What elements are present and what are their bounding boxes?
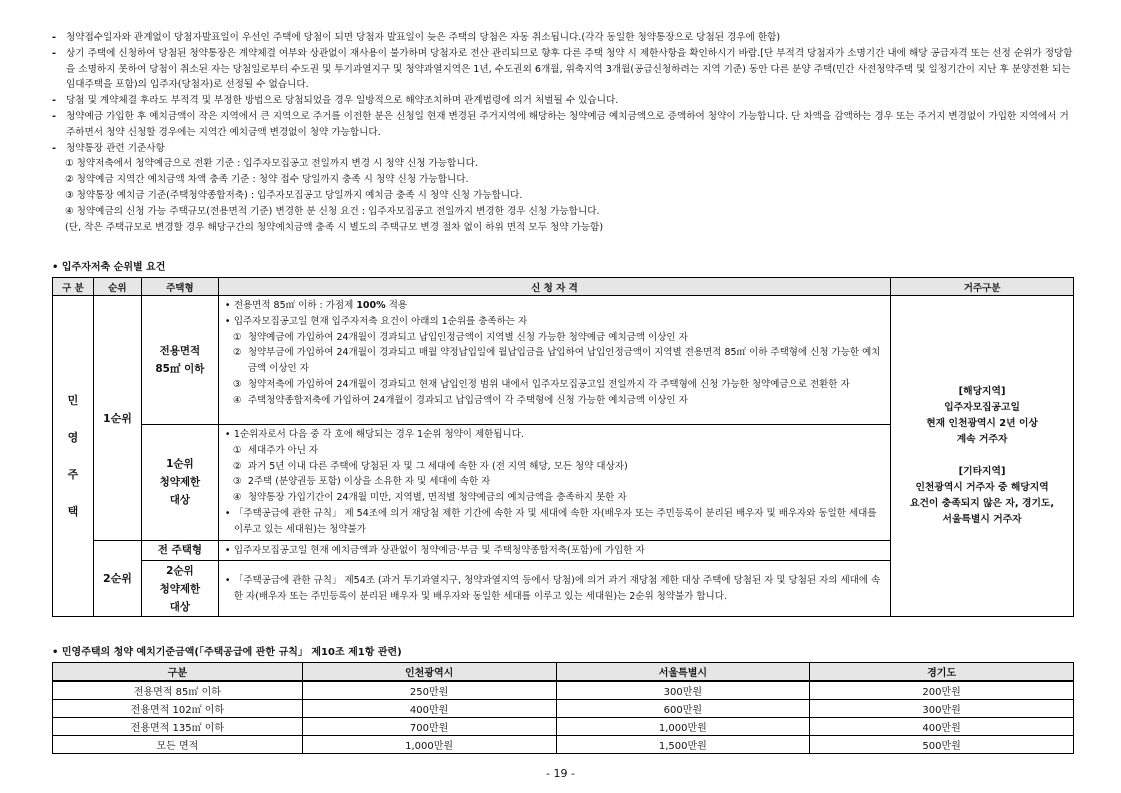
page-number: - 19 - xyxy=(546,767,575,780)
category-private-housing: 민 영 주 택 xyxy=(53,296,94,617)
type-85-or-less: 전용면적 85㎡ 이하 xyxy=(141,296,218,425)
note-item: - 청약접수일자와 관계없이 당첨자발표일이 우선인 주택에 당첨이 되면 당첨자 발표일이 늦은 주택의 당첨은 자동 취소됩니다.(각각 동일한 청약통장으로 당첨된 경우에 한함) xyxy=(52,32,781,43)
table-row: 모든 면적 1,000만원 1,500만원 500만원 xyxy=(53,736,1074,754)
eligibility-all: • 입주자모집공고일 현재 예치금액과 상관없이 청약예금·부금 및 주택청약종합저축(포함)에 가입한 자 xyxy=(218,540,890,561)
residence-classification: [해당지역] 입주자모집공고일 현재 인천광역시 2년 이상 계속 거주자 [기타지역] 인천광역시 거주자 중 해당지역 요건이 충족되지 않은 자, 경기도, 서울특별시 거주자 xyxy=(891,296,1074,617)
header-area: 구분 xyxy=(53,663,303,682)
bankbook-rule: ② 청약예금 지역간 예치금액 차액 충족 기준 : 청약 접수 당일까지 충족 시 청약 신청 가능합니다. xyxy=(65,174,469,186)
note-item: - 청약예금 가입한 후 예치금액이 작은 지역에서 큰 지역으로 주거를 이전한 분은 신청일 현재 변경된 주거지역에 해당하는 청약예금 예치금액으로 증액하여 청약이 가능합니다. 단 차액을 감액하는 경우 또는 주거지 변경없이 가입한 지역에서 거주하면서 청약 신청할 경우에는 지역간 예치금액 변경없이 청약 가능합니다. xyxy=(52,110,1069,138)
bankbook-rule: (단, 작은 주택규모로 변경할 경우 해당구간의 청약예치금액 충족 시 별도의 주택규모 변경 절차 없이 하위 면적 모두 청약 가능함) xyxy=(65,221,604,233)
bankbook-rule: ③ 청약통장 예치금 기준(주택청약종합저축) : 입주자모집공고 당일까지 예치금 충족 시 청약 신청 가능합니다. xyxy=(65,189,523,201)
header-gyeonggi: 경기도 xyxy=(810,663,1074,682)
eligibility-rank2-restriction: • 「주택공급에 관한 규칙」 제54조 (과거 투기과열지구, 청약과열지역 등에서 당첨)에 의거 과거 재당첨 제한 대상 주택에 당첨된 자 및 당첨된 자의 세대에 속한 자(배우자 또는 주민등록이 분리된 배우자 및 배우자와 동일한 세대를 이루고 있는 세대원)는 2순위 청약불가 합니다. xyxy=(218,561,890,617)
table-row: 전용면적 102㎡ 이하 400만원 600만원 300만원 xyxy=(53,700,1074,718)
table-row: 전용면적 85㎡ 이하 250만원 300만원 200만원 xyxy=(53,681,1074,700)
header-eligibility: 신 청 자 격 xyxy=(218,278,890,296)
header-residence: 거주구분 xyxy=(891,278,1074,296)
eligibility-rank1-restriction: • 1순위자로서 다음 중 각 호에 해당되는 경우 1순위 청약이 제한됩니다. ① 세대주가 아닌 자 ② 과거 5년 이내 다른 주택에 당첨된 자 및 그 세대에 속한 자 (전 지역 해당, 모든 청약 대상자) ③ 2주택 (분양권등 포함) 이상을 소유한 자 및 세대에 속한 자 ④ 청약통장 가입기간이 24개월 미만, 지역별, 면적별 청약예금의 예치금액을 충족하지 못한 자 • 「주택공급에 관한 규칙」 제 54조에 의거 재당첨 제한 기간에 속한 자 및 세대에 속한 자(배우자 또는 주민등록이 분리된 배우자 및 배우자와 동일한 세대를 이루고 있는 세대원)는 청약불가 xyxy=(218,425,890,541)
header-housing-type: 주택형 xyxy=(141,278,218,296)
type-rank2-restriction: 2순위 청약제한 대상 xyxy=(141,561,218,617)
type-rank1-restriction: 1순위 청약제한 대상 xyxy=(141,425,218,541)
section-title-savings-requirements: • 입주자저축 순위별 요건 xyxy=(52,262,166,273)
rank-1: 1순위 xyxy=(93,296,141,541)
header-category: 구 분 xyxy=(53,278,94,296)
table-row xyxy=(53,296,1074,425)
rank-2: 2순위 xyxy=(93,540,141,617)
table-row: 전용면적 135㎡ 이하 700만원 1,000만원 400만원 xyxy=(53,718,1074,736)
note-item: - 당첨 및 계약체결 후라도 부적격 및 부정한 방법으로 당첨되었을 경우 일방적으로 해약조치하며 관계법령에 의거 처벌될 수 있습니다. xyxy=(52,95,619,107)
note-item: - 청약통장 관련 기준사항 xyxy=(52,142,165,154)
bankbook-rule: ④ 청약예금의 신청 가능 주택규모(전용면적 기준) 변경한 분 신청 요건 : 입주자모집공고 전일까지 변경한 경우 신청 가능합니다. xyxy=(65,205,600,217)
note-item: - 상기 주택에 신청하여 당첨된 청약통장은 계약체결 여부와 상관없이 재사용이 불가하며 당첨자로 전산 관리되므로 향후 다른 주택 청약 시 제한사항을 확인하시기 바람.[단 부적격 당첨자가 소명기간 내에 해당 공급자격 또는 선정 순위가 정당함을 소명하지 못하여 당첨이 취소된 자는 당첨일로부터 수도권 및 투기과열지구 및 청약과열지역은 1년, 수도권외 6개월, 위축지역 3개월(공급신청하려는 지역 기준) 동안 다른 분양 주택(민간 사전청약주택 및 일정기간이 지난 후 분양전환 되는 임대주택을 포함)의 입주자(당첨자)로 선정될 수 없습니다. xyxy=(52,47,1073,91)
bankbook-rule: ① 청약저축에서 청약예금으로 전환 기준 : 입주자모집공고 전일까지 변경 시 청약 신청 가능합니다. xyxy=(65,158,478,170)
table-header-row xyxy=(53,663,1074,682)
type-all: 전 주택형 xyxy=(141,540,218,561)
header-seoul: 서울특별시 xyxy=(556,663,810,682)
header-rank: 순위 xyxy=(93,278,141,296)
header-incheon: 인천광역시 xyxy=(302,663,556,682)
deposit-amount-table xyxy=(52,662,1074,754)
table-header-row xyxy=(53,278,1074,296)
eligibility-85: • 전용면적 85㎡ 이하 : 가점제 100% 적용 • 입주자모집공고일 현재 입주자저축 요건이 아래의 1순위를 충족하는 자 ① 청약예금에 가입하여 24개월이 경과되고 납입인정금액이 지역별 신청 가능한 청약예금 예치금액 이상인 자 ② 청약부금에 가입하여 24개월이 경과되고 매월 약정납입일에 월납입금을 납입하여 납입인정금액이 지역별 전용면적 85㎡ 이하 주택형에 신청 가능한 예치금액 이상인 자 ③ 청약저축에 가입하여 24개월이 경과되고 현재 납입인정 범위 내에서 입주자모집공고일 전일까지 각 주택형에 신청 가능한 청약예금으로 전환한 자 ④ 주택청약종합저축에 가입하여 24개월이 경과되고 납입금액이 각 주택형에 신청 가능한 예치금액 이상인 자 xyxy=(218,296,890,425)
notes-section xyxy=(52,30,1074,235)
savings-requirements-table xyxy=(52,277,1074,617)
section-title-deposit-amounts: • 민영주택의 청약 예치기준금액(「주택공급에 관한 규칙」 제10조 제1항 관련) xyxy=(52,647,402,658)
